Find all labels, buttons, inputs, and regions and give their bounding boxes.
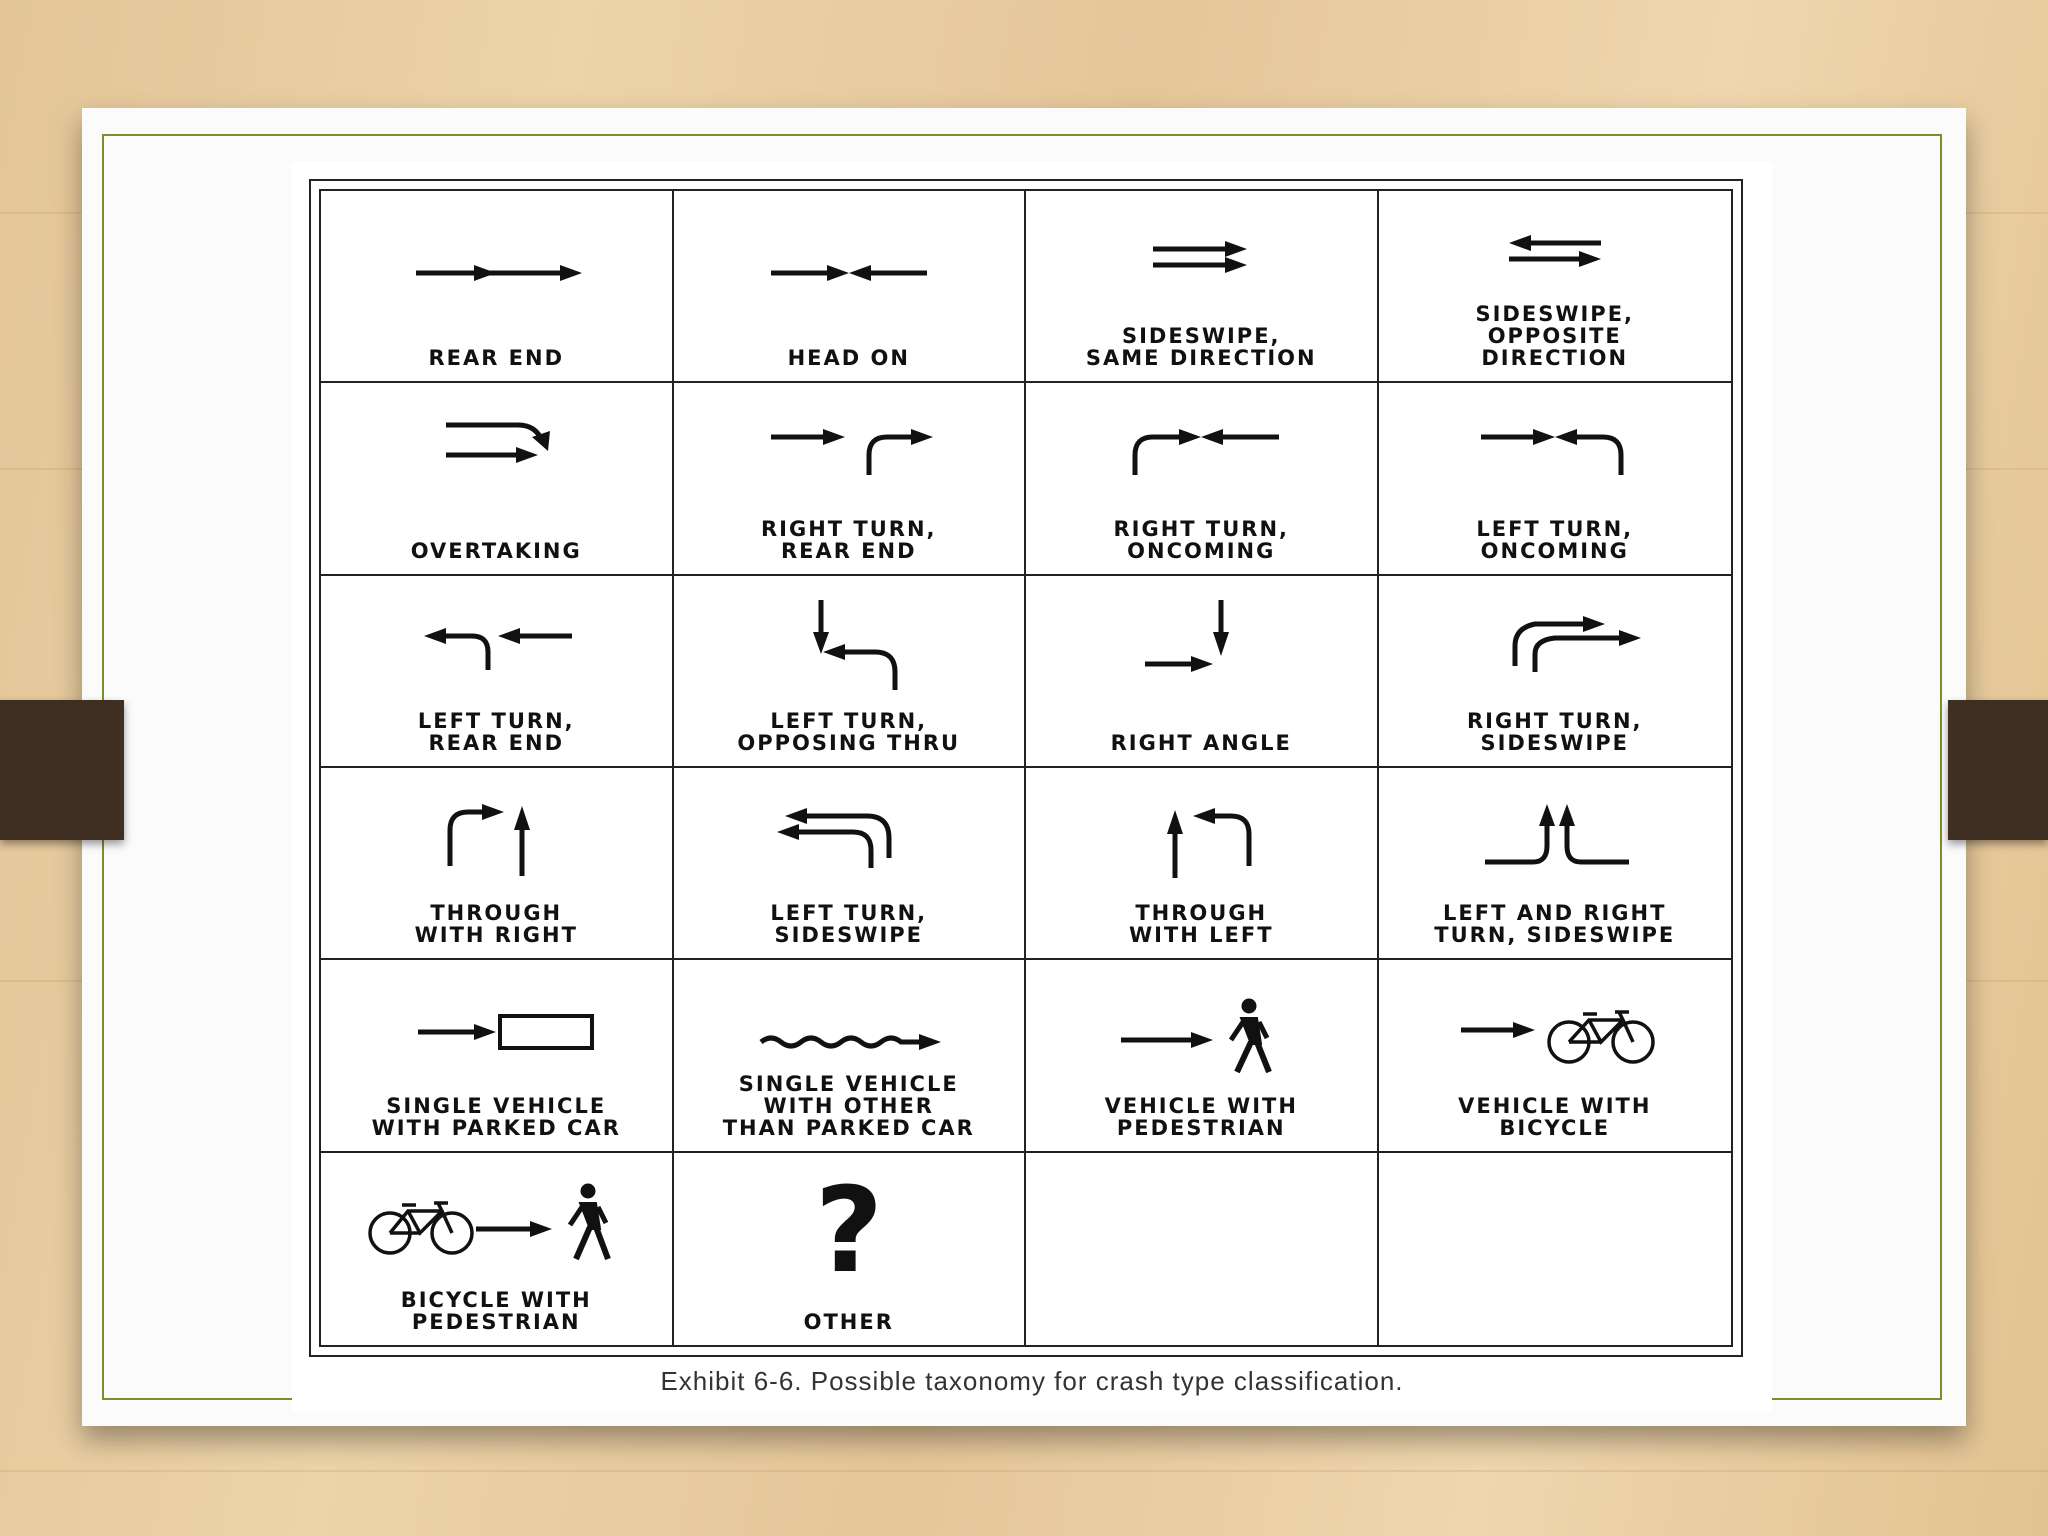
binder-clip-right: [1948, 700, 2048, 840]
crash-type-cell: [321, 383, 674, 575]
question-mark-icon: [699, 1161, 999, 1281]
crash-type-label: OVERTAKING: [410, 538, 582, 563]
crash-type-label: RIGHT TURN, SIDESWIPE: [1466, 708, 1643, 755]
crash-type-label: SIDESWIPE, OPPOSITE DIRECTION: [1475, 302, 1635, 371]
crash-type-cell: [1379, 576, 1732, 768]
crash-type-figure: [292, 162, 1772, 1412]
empty-cell: [1379, 1153, 1732, 1345]
crash-type-label: LEFT TURN, OPPOSING THRU: [737, 708, 961, 755]
crash-type-cell: [321, 960, 674, 1152]
right-turn-sideswipe-icon: [1405, 584, 1705, 704]
figure-caption: Exhibit 6-6. Possible taxonomy for crash type classification.: [660, 1366, 1404, 1396]
crash-type-cell: [1379, 960, 1732, 1152]
crash-type-label: SIDESWIPE, SAME DIRECTION: [1085, 324, 1317, 371]
crash-type-label: BICYCLE WITH PEDESTRIAN: [400, 1287, 592, 1334]
crash-type-label: LEFT TURN, REAR END: [417, 708, 575, 755]
crash-type-label: VEHICLE WITH BICYCLE: [1458, 1093, 1652, 1140]
crash-type-cell: [674, 960, 1027, 1152]
crash-type-label: SINGLE VEHICLE WITH PARKED CAR: [371, 1093, 621, 1140]
binder-clip-left: [0, 700, 124, 840]
crash-type-label: LEFT AND RIGHT TURN, SIDESWIPE: [1434, 901, 1676, 948]
through-with-left-icon: [1051, 776, 1351, 896]
crash-type-cell: [321, 768, 674, 960]
overtaking-icon: [346, 391, 646, 511]
crash-type-label: REAR END: [428, 346, 565, 371]
left-turn-sideswipe-icon: [699, 776, 999, 896]
through-with-right-icon: [346, 776, 646, 896]
sideswipe-opposite-direction-icon: [1405, 199, 1705, 319]
single-vehicle-other-icon: [699, 968, 999, 1088]
crash-type-cell: [321, 576, 674, 768]
crash-type-label: RIGHT ANGLE: [1110, 730, 1292, 755]
rear-end-icon: [346, 199, 646, 319]
left-turn-rear-end-icon: [346, 584, 646, 704]
crash-type-label: LEFT TURN, SIDESWIPE: [770, 901, 928, 948]
crash-type-cell: [1379, 383, 1732, 575]
bicycle-pedestrian-icon: [346, 1161, 646, 1281]
left-turn-opposing-thru-icon: [699, 584, 999, 704]
crash-type-cell: [674, 1153, 1027, 1345]
crash-type-cell: [674, 768, 1027, 960]
crash-type-cell: [1026, 191, 1379, 383]
crash-type-label: RIGHT TURN, REAR END: [760, 516, 937, 563]
crash-type-cell: [1026, 383, 1379, 575]
crash-type-cell: [321, 1153, 674, 1345]
svg-text:?: ?: [814, 1160, 883, 1281]
crash-type-label: HEAD ON: [787, 346, 910, 371]
crash-type-cell: [674, 191, 1027, 383]
head-on-icon: [699, 199, 999, 319]
crash-type-cell: [1379, 768, 1732, 960]
empty-cell: [1026, 1153, 1379, 1345]
crash-type-label: RIGHT TURN, ONCOMING: [1113, 516, 1290, 563]
single-vehicle-parked-car-icon: [346, 968, 646, 1088]
right-angle-icon: [1051, 584, 1351, 704]
vehicle-bicycle-icon: [1405, 968, 1705, 1088]
crash-type-cell: [674, 383, 1027, 575]
crash-type-cell: [321, 191, 674, 383]
crash-type-cell: [674, 576, 1027, 768]
right-turn-oncoming-icon: [1051, 391, 1351, 511]
crash-type-label: THROUGH WITH LEFT: [1128, 901, 1274, 948]
crash-type-table: [309, 179, 1743, 1357]
crash-type-cell: [1026, 576, 1379, 768]
left-turn-oncoming-icon: [1405, 391, 1705, 511]
crash-type-label: LEFT TURN, ONCOMING: [1476, 516, 1634, 563]
vehicle-pedestrian-icon: [1051, 968, 1351, 1088]
crash-type-label: THROUGH WITH RIGHT: [414, 901, 578, 948]
crash-type-cell: [1379, 191, 1732, 383]
crash-type-cell: [1026, 960, 1379, 1152]
crash-type-cell: [1026, 768, 1379, 960]
crash-type-label: OTHER: [803, 1309, 894, 1334]
crash-type-label: VEHICLE WITH PEDESTRIAN: [1104, 1093, 1298, 1140]
right-turn-rear-end-icon: [699, 391, 999, 511]
left-and-right-turn-sideswipe-icon: [1405, 776, 1705, 896]
crash-type-label: SINGLE VEHICLE WITH OTHER THAN PARKED CAR: [722, 1071, 975, 1140]
sideswipe-same-direction-icon: [1051, 199, 1351, 319]
